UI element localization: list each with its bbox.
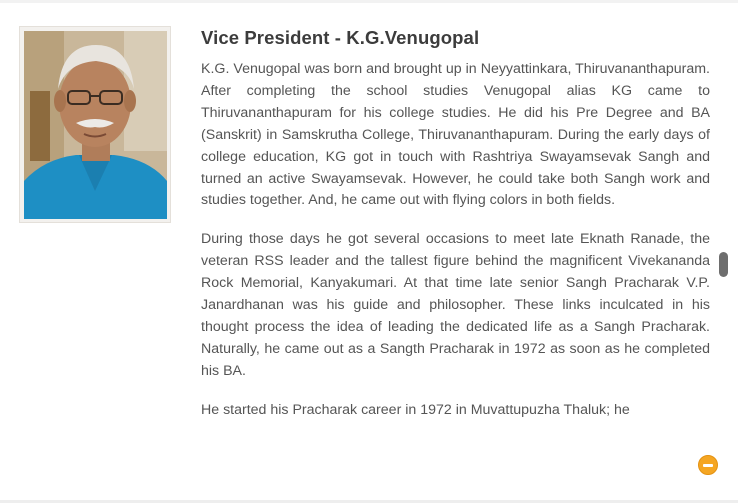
profile-content: [201, 27, 710, 452]
minus-circle-icon[interactable]: [698, 455, 718, 475]
bio-paragraph-3: He started his Pracharak career in 1972 in Muvattupuzha Thaluk; he: [201, 401, 630, 418]
profile-photo: [24, 31, 167, 219]
page-title: Vice President - K.G.Venugopal: [201, 27, 480, 48]
portrait-image: [24, 31, 167, 219]
profile-photo-frame: [19, 26, 171, 223]
bio-paragraph-1: K.G. Venugopal was born and brought up in Neyyattinkara, Thiruvananthapuram. After completing the school studies Venugopal alias KG came to Thiruvananthapuram for his college studies. He did his Pre Degree and BA (Sanskrit) in Samskrutha College, Thiruvananthapuram. During the early days of college education, KG got in touch with Rashtriya Swayamsevak Sangh and turned an active Swayamsevak. However, he could take both Sangh work and studies together. And, he came out with flying colors in both fields.: [201, 61, 710, 209]
scrollbar-thumb[interactable]: [719, 252, 728, 277]
bio-paragraph-2: During those days he got several occasions to meet late Eknath Ranade, the veteran RSS leader and the tallest figure behind the magnificent Vivekananda Rock Memorial, Kanyakumari. At that time late senior Sangh Pracharak V.P. Janardhanan was his guide and philosopher. These links inculcated in his thought process the idea of leading the dedicated life as a Sangh Pracharak. Naturally, he came out as a Sangth Pracharak in 1972 as soon as he completed his BA.: [201, 231, 710, 379]
